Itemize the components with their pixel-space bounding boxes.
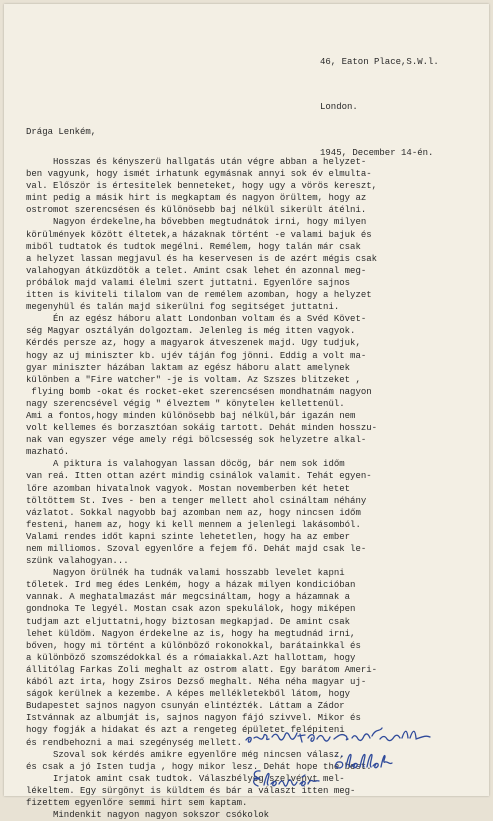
letter-line: vázlatot. Sokkal nagyobb baj azomban nem az, hogy nincsen időm [26, 507, 361, 518]
letter-line: ség Magyar osztályán dolgoztam. Jelenleg is még itten vagyok. [26, 326, 356, 337]
letter-line: Mindenkit nagyon nagyon sokszor csókolok [26, 810, 270, 821]
letter-line: gyar miniszter házában laktam az egész háboru alatt amelynek [26, 362, 351, 373]
letter-line: ostromot szerencsésen és különösebb baj nélkül sikerült átélni. [26, 205, 367, 216]
letter-line: körülmények között éltetek,a házaknak történt -e valami bajuk és [26, 229, 372, 240]
letter-line: Valami rendes időt kapni szinte lehetetlen, hogy ha az ember [26, 531, 351, 542]
letter-line: Irjatok amint csak tudtok. Válaszbélyeg szelvényt mel- [26, 773, 345, 784]
letter-line: nagy szerencsével végig " élveztem " könyteleн kellettenül. [26, 398, 345, 409]
letter-line: állitólag Farkas Zoli meghalt az ostrom alatt. Egy barátom Ameri- [26, 664, 378, 675]
letter-line: a helyzet lassan megjavul és ha keservesen is de azért mégis csak [26, 253, 378, 264]
letter-line: tudjam azt eljuttatni,hogy biztosan megkapjad. De amint csak [26, 616, 351, 627]
letter-line: lőre azomban hivatalnok vagyok. Mostan novemberben két hetet [26, 483, 351, 494]
letter-line: hogy fogják a hidakat és azt a rengeteg épületet felépiteni [26, 725, 345, 736]
letter-line: szünk valahogyan... [26, 556, 129, 567]
letter-line: hogy az uj miniszter kb. ujév táján fog jönni. Eddig a volt ma- [26, 350, 367, 361]
letter-line: mazható. [26, 447, 70, 458]
letter-line: van reá. Itten ottan azért mindig csinálok valamit. Tehát egyen- [26, 471, 372, 482]
letter-line: Nagyon örülnék ha tudnák valami hosszabb levelet kapni [26, 568, 345, 579]
letter-line: megenyhül és talán majd sikerülni fog segitséget juttatni. [26, 302, 340, 313]
letter-line: vannak. A meghatalmazást már megcsináltam, hogy a házamnak a [26, 592, 351, 603]
letter-line: fizettem egyenlőre semmi hirt sem kaptam. [26, 797, 248, 808]
letter-line: festeni, hanem az, hogy ki kell mennem a jelenlegi lakásomból. [26, 519, 361, 530]
letter-line: nak van egyszer vége amely régi bölcsesség sok helyzetre alkal- [26, 435, 367, 446]
letter-line: töltöttem St. Ives - ben a tenger mellett ahol csináltam néhány [26, 495, 367, 506]
signature-ink [244, 722, 444, 794]
letter-line: Hosszas és kényszerü hallgatás után végre abban a helyzet- [26, 157, 367, 167]
letter-line: különben a "Fire watcher" -je is voltam. Az Szszes blitzeket , [26, 374, 361, 385]
letter-line: gondnoka Te legyél. Mostan csak azon spekulálok, hogy miképen [26, 604, 356, 615]
letter-line: a különböző szomszédokkal és a rómaiakkal.Azt hallottam, hogy [26, 652, 356, 663]
sender-address: 46, Eaton Place,S.W.l. [320, 57, 439, 68]
letter-line: próbálok majd valami élelmi szert juttatni. Egyenlőre sajnos [26, 277, 351, 288]
letter-page [4, 4, 489, 821]
letter-line: és rendbehozni a mai szegénység mellett. [26, 737, 243, 748]
letter-line: miből tudtatok és tudtok megélni. Remélem, hogy talán már csak [26, 241, 361, 252]
letter-line: Kérdés persze az, hogy a magyarok átveszenek majd. Ugy tudjuk, [26, 338, 361, 349]
sender-city: London. [320, 102, 358, 113]
letter-line: bőven, hogy mi történt a különböző rokonokkal, barátainkkal és [26, 640, 361, 651]
letter-line: és csak a jó Isten tudja , hogy mikor lesz. Dehát hope the best. [26, 761, 372, 772]
letter-line: mint pedig a másik hirt is megkaptam és nagyon örültem, hogy az [26, 193, 367, 204]
letter-line: tőletek. Ird meg édes Lenkém, hogy a házak milyen kondicióban [26, 580, 356, 591]
letter-line: lehet küldöm. Nagyon érdekelne az is, hogy ha megtudnád irni, [26, 628, 356, 639]
letter-line: A piktura is valahogyan lassan döcög, bár nem sok időm [26, 459, 345, 470]
letter-line: volt kellemes és borzasztóan sokáig tartott. Dehát minden hosszu- [26, 423, 378, 434]
letter-line: flying bomb -okat és rocket-eket szerencsésen mondhatnám nagyon [26, 386, 372, 397]
letter-line: Ami a fontos,hogy minden különösebb baj nélkül,bár igazán nem [26, 410, 356, 421]
letter-line: lékeltem. Egy sürgönyt is küldtem és bár a választ itten meg- [26, 785, 356, 796]
letter-line: val. Először is értesitelek benneteket, hogy ugy a vörös kereszt, [26, 181, 378, 192]
letter-line: ben vagyunk, hogy ismét irhatunk egymásnak annyi sok év elmulta- [26, 169, 372, 180]
letter-date: 1945, December 14-én. [320, 147, 434, 158]
letter-line: Istvánnak az albumját is, sajnos nagyon fájó szivvel. Mikor és [26, 713, 361, 724]
letter-line: Nagyon érdekelne,ha bővebben megtudnátok irni, hogy milyen [26, 217, 367, 228]
letter-line: nem milliomos. Szoval egyenlőre a fejem fő. Dehát majd csak le- [26, 544, 367, 554]
letter-line: ságok kerülnek a kezembe. A képes mellékletekből látom, hogy [26, 689, 351, 700]
handwritten-signature [244, 722, 444, 794]
letter-line: Budapestet sajnos nagyon csunyán elintézték. Láttam a Zádor [26, 701, 345, 712]
letter-line: itten is kiviteli tilalom van de remélem azomban, hogy a helyzet [26, 290, 372, 301]
letter-line: kából azt irta, hogy Zsiros Dezső meghalt. Néha néha magyar uj- [26, 677, 367, 688]
letter-line: valahogyan átküzdötök a telet. Amint csak lehet én azonnal meg- [26, 265, 367, 276]
letter-line: Én az egész háboru alatt Londonban voltam és a Svéd Követ- [26, 314, 367, 325]
salutation: Drága Lenkém, [26, 127, 97, 137]
letter-line: Szoval sok kérdés amikre egyenlőre még nincsen válasz, [26, 749, 345, 760]
